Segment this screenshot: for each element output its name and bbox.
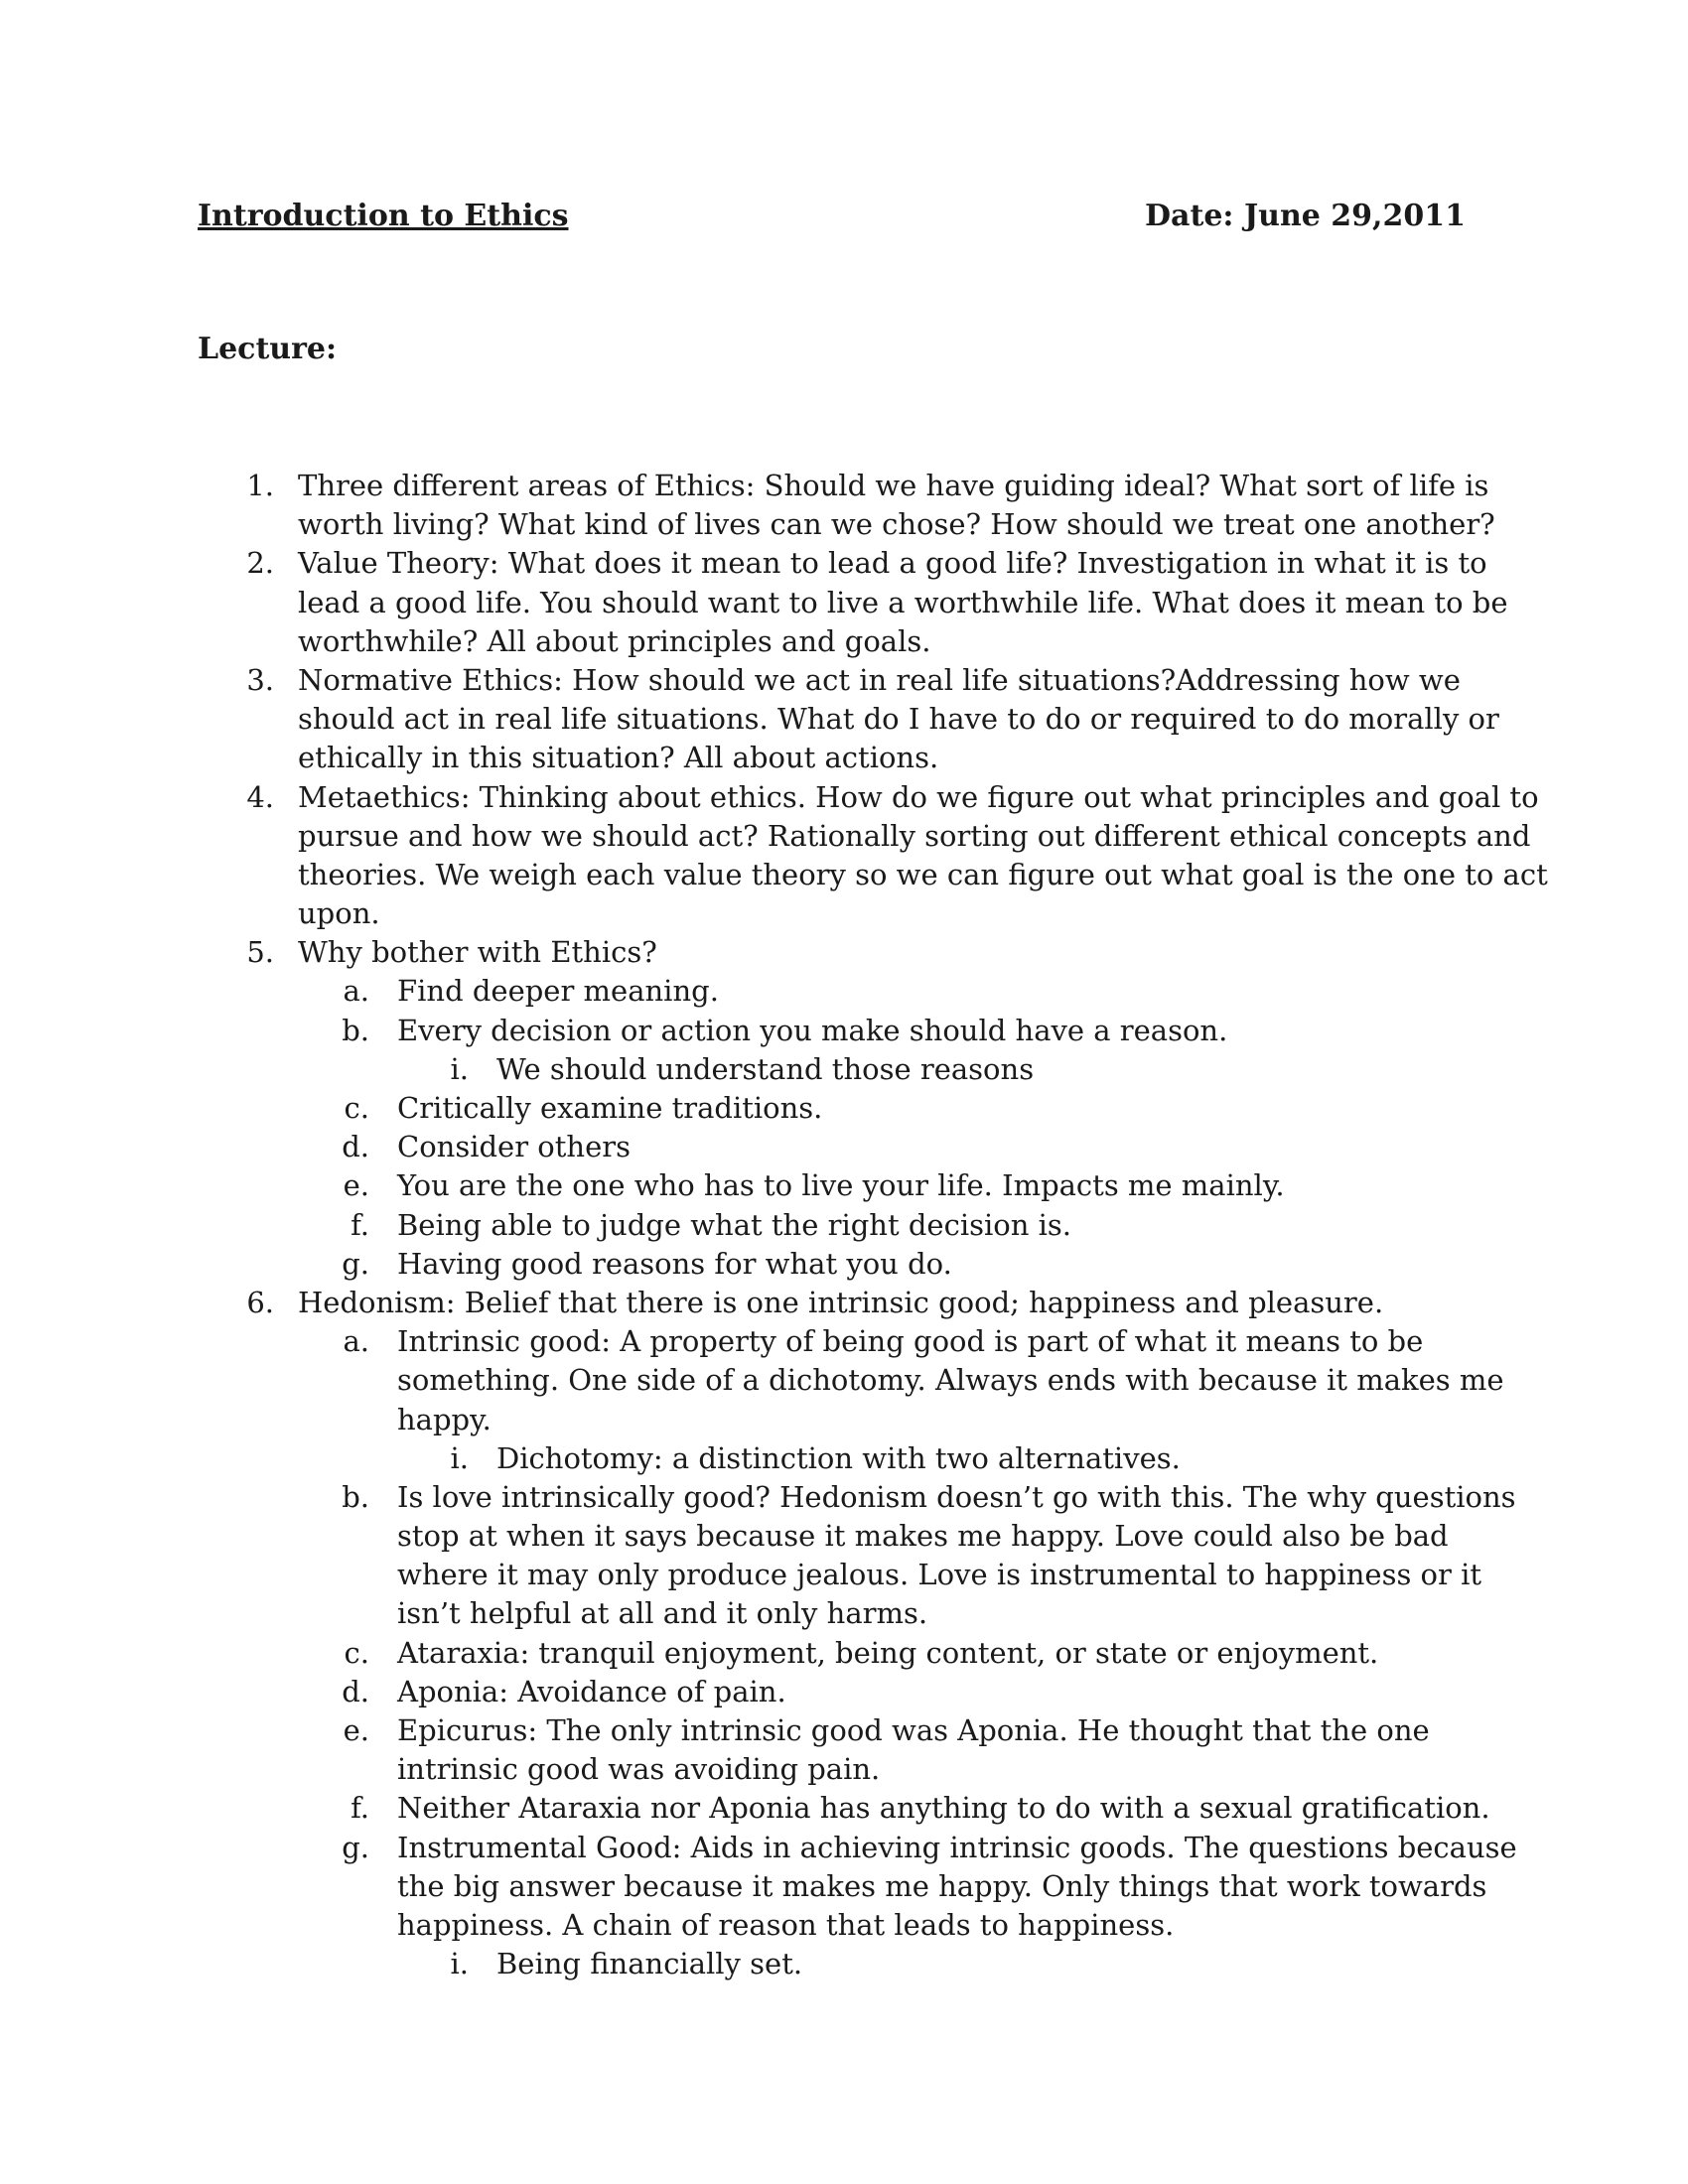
section-label: Lecture: — [198, 332, 338, 366]
sub-list-item — [0, 1517, 1688, 1556]
list-marker: 5. — [246, 935, 274, 970]
list-item-text: Instrumental Good: Aids in achieving intrinsic goods. The questions because — [397, 1830, 1517, 1864]
list-item-text: Consider others — [397, 1130, 631, 1164]
list-marker: i. — [450, 1051, 469, 1086]
sub-list-item — [0, 1789, 1688, 1828]
list-item-text: Hedonism: Belief that there is one intrinsic good; happiness and pleasure. — [298, 1285, 1384, 1319]
list-item-text: isn’t helpful at all and it only harms. — [397, 1596, 928, 1631]
list-marker: e. — [343, 1713, 369, 1747]
list-item — [0, 505, 1688, 544]
list-marker: f. — [351, 1791, 369, 1826]
sub-list-item — [0, 1401, 1688, 1439]
sub-list-item — [0, 1089, 1688, 1128]
list-item-text: the big answer because it makes me happy. Only things that work towards — [397, 1868, 1487, 1903]
list-marker: 3. — [246, 662, 274, 697]
list-item-text: intrinsic good was avoiding pain. — [397, 1752, 881, 1787]
sub-list-item — [0, 1478, 1688, 1517]
sub-list-item — [0, 1711, 1688, 1750]
list-item-text: something. One side of a dichotomy. Always ends with because it makes me — [397, 1363, 1504, 1398]
list-item — [0, 739, 1688, 777]
sub-list-item — [0, 1012, 1688, 1050]
list-item — [0, 661, 1688, 700]
document-title: Introduction to Ethics — [198, 199, 569, 233]
list-item-text: Normative Ethics: How should we act in real life situations?Addressing how we — [298, 662, 1461, 697]
sub-list-item — [0, 1322, 1688, 1361]
list-item-text: Neither Ataraxia nor Aponia has anything to do with a sexual gratification. — [397, 1791, 1490, 1826]
list-marker: 2. — [246, 546, 274, 581]
list-item — [0, 817, 1688, 856]
list-item-text: Dichotomy: a distinction with two alternatives. — [496, 1440, 1181, 1475]
sub-list-item — [0, 1594, 1688, 1633]
list-item-text: Critically examine traditions. — [397, 1091, 823, 1125]
list-marker: g. — [342, 1246, 369, 1281]
list-item-text: should act in real life situations. What do I have to do or required to do morally or — [298, 702, 1499, 737]
list-item-text: worthwhile? All about principles and goals. — [298, 623, 931, 658]
sub-sub-list-item — [0, 1945, 1688, 1983]
list-marker: a. — [343, 974, 369, 1009]
list-item-text: Intrinsic good: A property of being good is part of what it means to be — [397, 1324, 1424, 1359]
list-marker: b. — [342, 1479, 369, 1514]
list-item — [0, 778, 1688, 817]
list-marker: a. — [343, 1324, 369, 1359]
sub-list-item — [0, 1634, 1688, 1673]
list-item-text: Metaethics: Thinking about ethics. How do we figure out what principles and goal to — [298, 779, 1539, 814]
list-item — [0, 894, 1688, 933]
list-marker: f. — [351, 1207, 369, 1242]
list-item-text: ethically in this situation? All about actions. — [298, 741, 939, 775]
sub-list-item — [0, 1166, 1688, 1205]
sub-list-item — [0, 1750, 1688, 1789]
sub-list-item — [0, 1556, 1688, 1594]
list-item-text: upon. — [298, 896, 380, 931]
list-item-text: Value Theory: What does it mean to lead a good life? Investigation in what it is to — [298, 546, 1487, 581]
list-marker: e. — [343, 1168, 369, 1203]
list-item — [0, 933, 1688, 972]
sub-list-item — [0, 1245, 1688, 1284]
list-marker: i. — [450, 1440, 469, 1475]
list-item — [0, 544, 1688, 583]
list-item — [0, 584, 1688, 622]
list-item-text: Three different areas of Ethics: Should we have guiding ideal? What sort of life is — [298, 469, 1489, 502]
list-item-text: You are the one who has to live your life. Impacts me mainly. — [397, 1168, 1285, 1203]
list-item — [0, 467, 1688, 505]
document-date: Date: June 29,2011 — [1145, 199, 1466, 233]
list-item-text: Every decision or action you make should have a reason. — [397, 1013, 1228, 1047]
list-marker: d. — [342, 1674, 369, 1708]
list-item-text: Being financially set. — [496, 1947, 803, 1981]
list-item-text: Ataraxia: tranquil enjoyment, being content, or state or enjoyment. — [397, 1635, 1379, 1670]
list-item — [0, 856, 1688, 894]
list-item-text: Find deeper meaning. — [397, 974, 719, 1009]
list-item-text: worth living? What kind of lives can we chose? How should we treat one another? — [298, 507, 1495, 542]
sub-sub-list-item — [0, 1050, 1688, 1089]
sub-list-item — [0, 1361, 1688, 1400]
list-item-text: stop at when it says because it makes me happy. Love could also be bad — [397, 1519, 1449, 1554]
sub-list-item — [0, 1906, 1688, 1945]
list-marker: c. — [344, 1635, 369, 1670]
list-item — [0, 622, 1688, 661]
list-marker: i. — [450, 1947, 469, 1981]
list-marker: d. — [342, 1130, 369, 1164]
list-marker: 4. — [246, 779, 274, 814]
list-item-text: Having good reasons for what you do. — [397, 1246, 952, 1281]
list-item-text: Being able to judge what the right decision is. — [397, 1207, 1071, 1242]
list-item-text: pursue and how we should act? Rationally sorting out different ethical concepts and — [298, 818, 1531, 853]
list-item — [0, 700, 1688, 739]
list-marker: c. — [344, 1091, 369, 1125]
sub-list-item — [0, 1206, 1688, 1245]
list-marker: g. — [342, 1830, 369, 1864]
sub-list-item — [0, 1867, 1688, 1906]
sub-list-item — [0, 1673, 1688, 1711]
list-item-text: We should understand those reasons — [496, 1051, 1035, 1086]
list-item-text: Aponia: Avoidance of pain. — [397, 1674, 786, 1708]
list-item — [0, 1284, 1688, 1322]
list-item-text: happy. — [397, 1402, 492, 1436]
list-marker: 1. — [246, 469, 274, 502]
list-marker: b. — [342, 1013, 369, 1047]
sub-list-item — [0, 972, 1688, 1011]
list-item-text: theories. We weigh each value theory so we can figure out what goal is the one to act — [298, 857, 1548, 891]
list-marker: 6. — [246, 1285, 274, 1319]
sub-list-item — [0, 1128, 1688, 1166]
sub-list-item — [0, 1829, 1688, 1867]
list-item-text: Epicurus: The only intrinsic good was Aponia. He thought that the one — [397, 1713, 1430, 1747]
list-item-text: Is love intrinsically good? Hedonism doesn’t go with this. The why questions — [397, 1479, 1516, 1514]
list-item-text: happiness. A chain of reason that leads to happiness. — [397, 1907, 1175, 1942]
list-item-text: where it may only produce jealous. Love is instrumental to happiness or it — [397, 1558, 1482, 1592]
list-item-text: Why bother with Ethics? — [298, 935, 657, 970]
list-item-text: lead a good life. You should want to live a worthwhile life. What does it mean to be — [298, 585, 1508, 619]
lecture-notes-list — [0, 467, 1688, 1983]
sub-sub-list-item — [0, 1439, 1688, 1478]
